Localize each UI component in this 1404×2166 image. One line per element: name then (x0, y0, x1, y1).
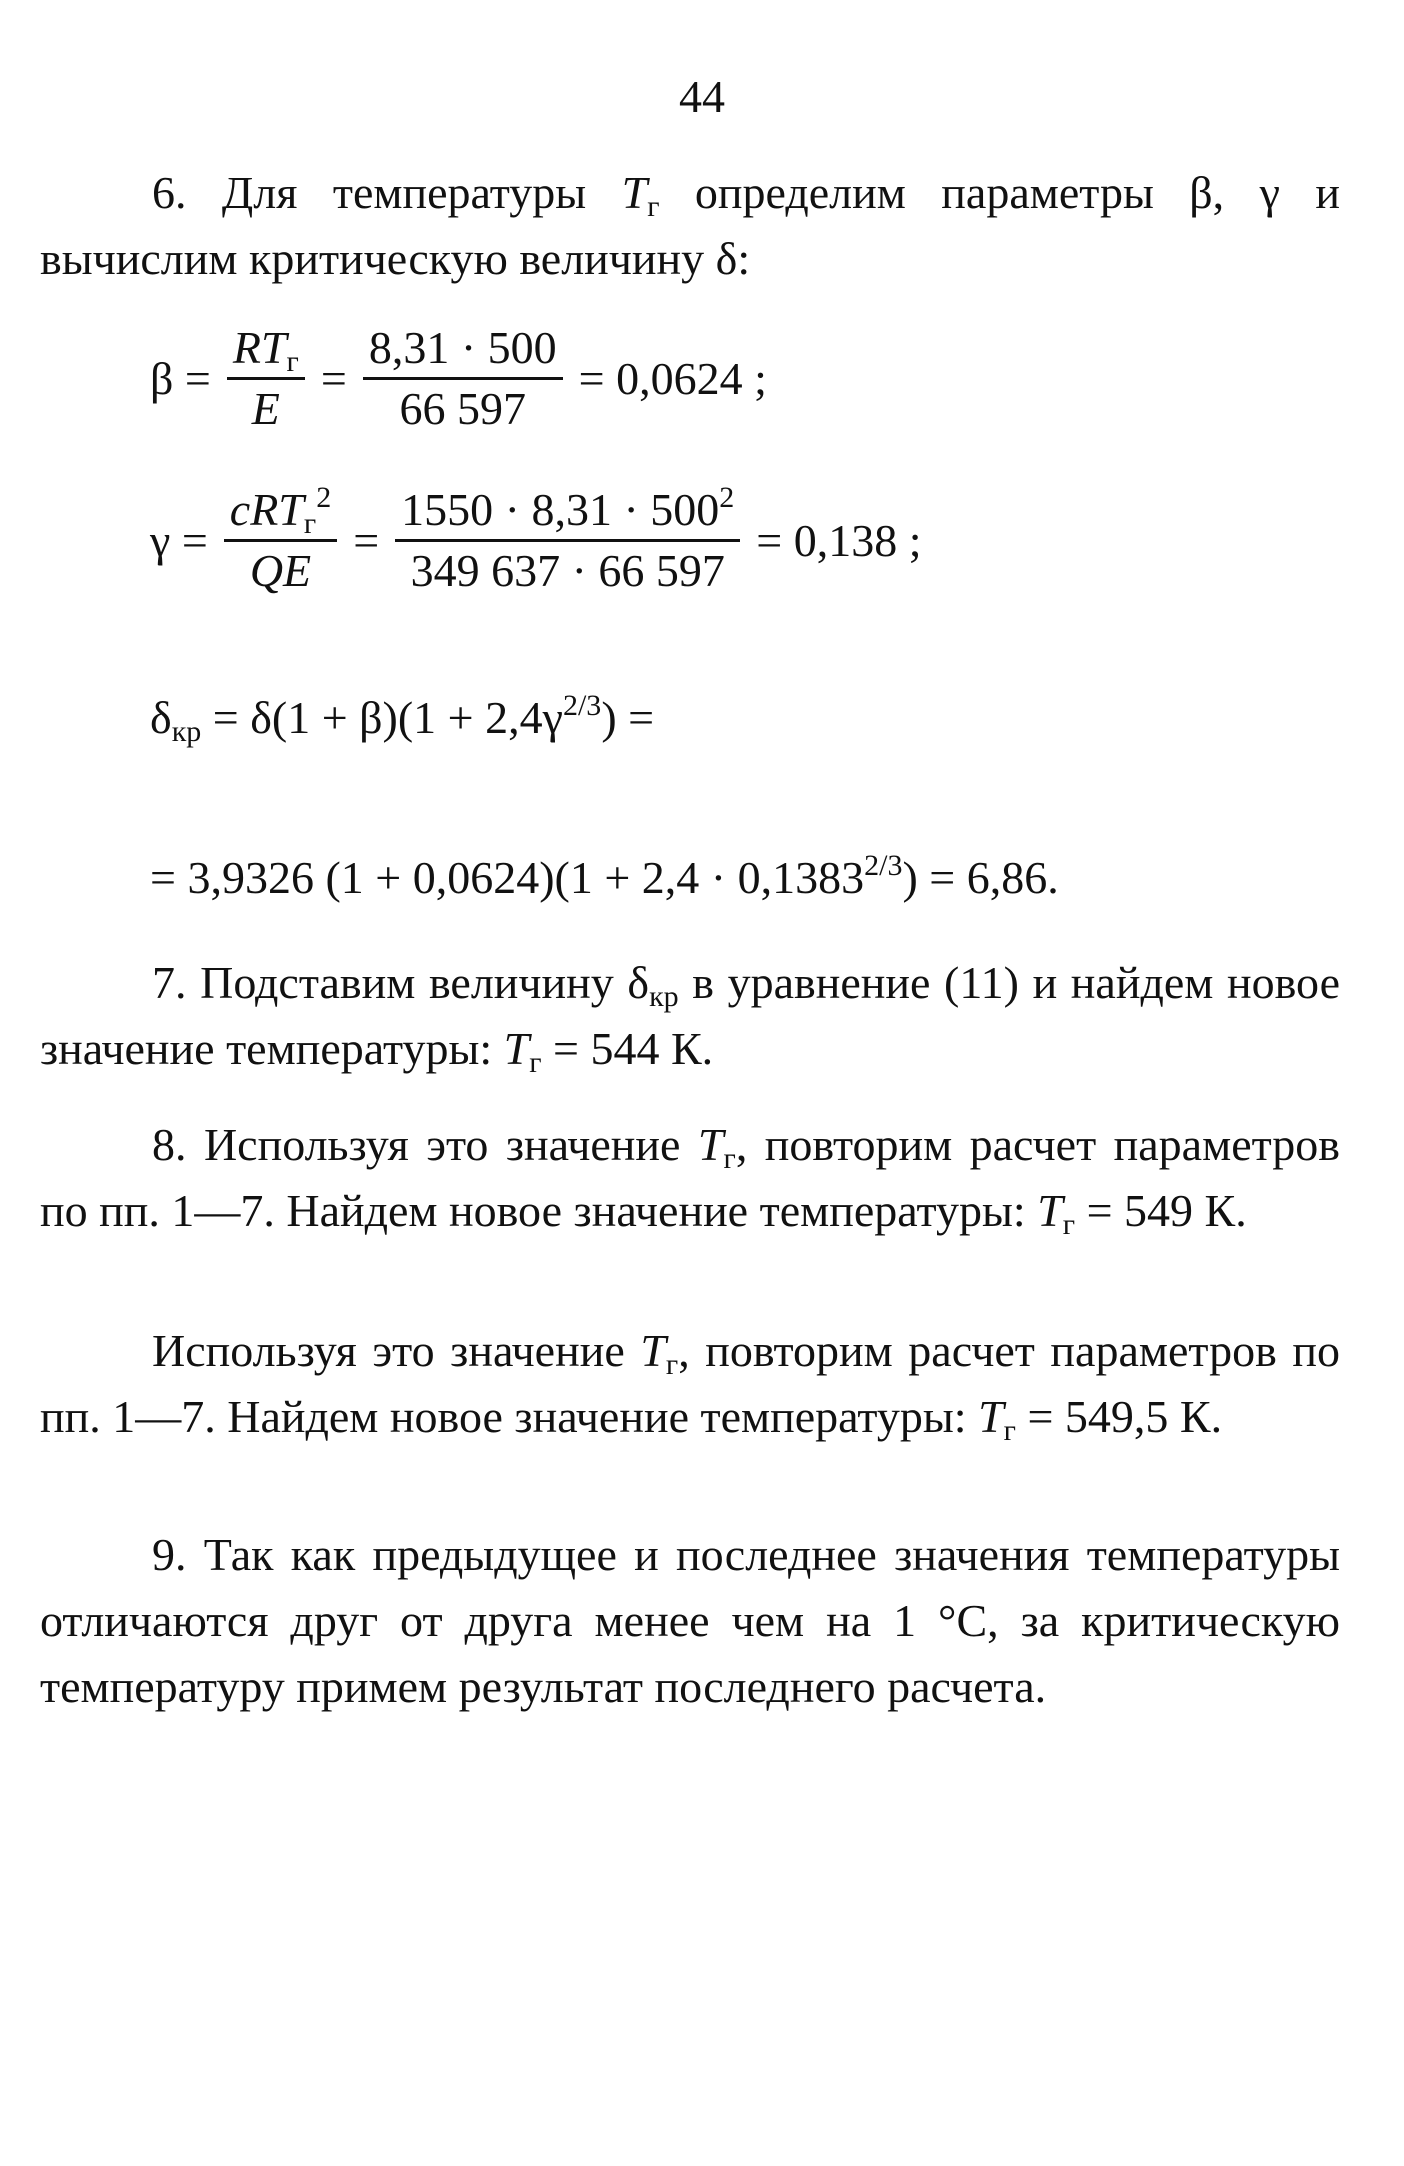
paragraph-6 (40, 160, 1340, 292)
gamma-num-symbolic: cRT (229, 484, 304, 535)
gamma-num-numeric-sup: 2 (719, 481, 735, 514)
delta-value-end: ) = 6,86. (902, 852, 1059, 903)
formula-delta-kr-value (150, 849, 1059, 903)
p8b-T2: T (978, 1391, 1004, 1442)
p8b-text-c: = 549,5 К. (1015, 1391, 1223, 1442)
beta-num-sub: г (286, 345, 299, 378)
beta-den-numeric: 66 597 (399, 383, 526, 434)
formula-beta (150, 322, 767, 434)
p8b-text-b: , повторим расчет параметров по пп. 1—7. Найдем новое значение температуры: (40, 1325, 1340, 1442)
paragraph-8 (40, 1112, 1340, 1244)
p8-text-c: = 549 К. (1075, 1185, 1247, 1236)
gamma-den-numeric: 349 637 · 66 597 (410, 545, 725, 596)
gamma-result: = 0,138 ; (756, 514, 922, 566)
p8-T: T (697, 1119, 724, 1170)
beta-num-symbolic: RT (232, 322, 287, 373)
gamma-lhs: γ = (150, 514, 208, 566)
gamma-frac-numeric (391, 481, 744, 596)
beta-result: = 0,0624 ; (578, 352, 767, 404)
delta-value-sup: 2/3 (864, 849, 903, 882)
p8-T-sub: г (723, 1142, 736, 1175)
formula-gamma (150, 481, 922, 596)
p8-T2: T (1037, 1185, 1063, 1236)
beta-eq: = (320, 352, 347, 404)
p6-T-sub: г (647, 190, 660, 223)
delta-lhs: δ (150, 692, 172, 743)
p8-T2-sub: г (1062, 1208, 1076, 1241)
p6-text-a: 6. Для температуры (152, 167, 622, 218)
p8b-T2-sub: г (1003, 1414, 1016, 1447)
p7-delta-sub: кр (649, 980, 679, 1013)
gamma-eq: = (353, 514, 380, 566)
beta-frac-numeric (359, 322, 567, 434)
p8b-T: T (640, 1325, 666, 1376)
p6-T: T (621, 167, 648, 218)
delta-lhs-sub: кр (171, 715, 202, 748)
gamma-num-sub: г (303, 507, 317, 540)
gamma-num-sup: 2 (316, 481, 332, 514)
gamma-frac-symbolic (220, 481, 341, 596)
p7-T-sub: г (529, 1046, 542, 1079)
p7-text-b: в уравнение (11) и найдем новое значение температуры: (40, 957, 1341, 1074)
paragraph-9: 9. Так как предыдущее и последнее значения температуры отличаются друг от друга менее чем на 1 °С, за критическую температуру примем результат последнего расчета. (40, 1529, 1340, 1712)
p7-text-a: 7. Подставим величину δ (152, 957, 650, 1008)
formula-delta-kr (150, 689, 655, 748)
p8-text-a: 8. Используя это значение (152, 1119, 698, 1170)
p8b-text-a: Используя это значение (152, 1325, 641, 1376)
delta-expr-sup: 2/3 (562, 689, 602, 722)
paragraph-8b (40, 1318, 1340, 1450)
delta-expr: = δ(1 + β)(1 + 2,4γ (201, 692, 563, 743)
page-number: 44 (679, 71, 725, 122)
gamma-den-symbolic: QE (249, 545, 312, 596)
gamma-num-numeric: 1550 · 8,31 · 500 (401, 484, 720, 535)
p8b-T-sub: г (665, 1348, 679, 1381)
beta-num-numeric: 8,31 · 500 (363, 325, 563, 380)
beta-lhs: β = (150, 352, 211, 404)
beta-den-symbolic: E (251, 383, 280, 434)
p6-text-b: определим параметры β, γ и вычислим критическую величину δ: (40, 167, 1340, 284)
p7-T: T (503, 1023, 530, 1074)
paragraph-7 (40, 950, 1340, 1082)
p7-text-c: = 544 К. (541, 1023, 714, 1074)
beta-frac-symbolic (223, 322, 309, 434)
delta-expr-end: ) = (601, 692, 655, 743)
p8-text-b: , повторим расчет параметров по пп. 1—7. Найдем новое значение температуры: (40, 1119, 1341, 1236)
delta-value-expr: = 3,9326 (1 + 0,0624)(1 + 2,4 · 0,1383 (150, 852, 865, 903)
